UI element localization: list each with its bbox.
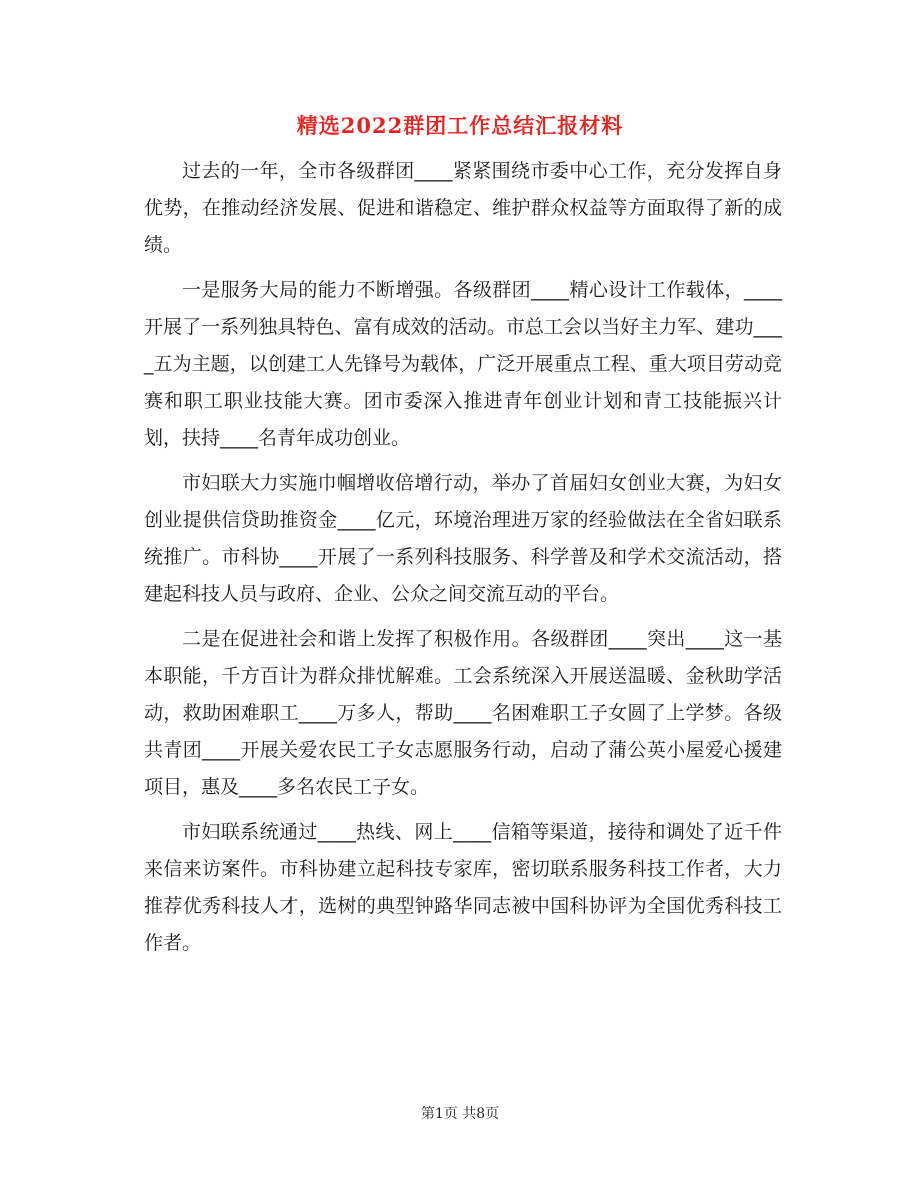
document-title: 精选2022群团工作总结汇报材料 bbox=[296, 113, 624, 138]
paragraph-3: 市妇联大力实施巾帼增收倍增行动，举办了首届妇女创业大赛，为妇女创业提供信贷助推资金____亿元，环境治理进万家的经验做法在全省妇联系统推广。市科协____开展了一系列科技服务、科学普及和学术交流活动，搭建起科技人员与政府、企业、公众之间交流互动的平台。 bbox=[144, 472, 782, 605]
document-body bbox=[144, 153, 782, 970]
page-footer: 第1页 共8页 bbox=[420, 1106, 500, 1122]
paragraph-2: 一是服务大局的能力不断增强。各级群团____精心设计工作载体，____开展了一系列独具特色、富有成效的活动。市总工会以当好主力军、建功____五为主题，以创建工人先锋号为载体，广泛开展重点工程、重大项目劳动竞赛和职工职业技能大赛。团市委深入推进青年创业计划和青工技能振兴计划，扶持____名青年成功创业。 bbox=[144, 279, 782, 449]
paragraph-5: 市妇联系统通过____热线、网上____信箱等渠道，接待和调处了近千件来信来访案件。市科协建立起科技专家库，密切联系服务科技工作者，大力推荐优秀科技人才，选树的典型钟路华同志被中国科协评为全国优秀科技工作者。 bbox=[144, 821, 782, 954]
paragraph-4: 二是在促进社会和谐上发挥了积极作用。各级群团____突出____这一基本职能，千方百计为群众排忧解难。工会系统深入开展送温暖、金秋助学活动，救助困难职工____万多人，帮助____名困难职工子女圆了上学梦。各级共青团____开展关爱农民工子女志愿服务行动，启动了蒲公英小屋爱心援建项目，惠及____多名农民工子女。 bbox=[144, 628, 782, 798]
paragraph-1: 过去的一年，全市各级群团____紧紧围绕市委中心工作，充分发挥自身优势，在推动经济发展、促进和谐稳定、维护群众权益等方面取得了新的成绩。 bbox=[144, 160, 782, 256]
